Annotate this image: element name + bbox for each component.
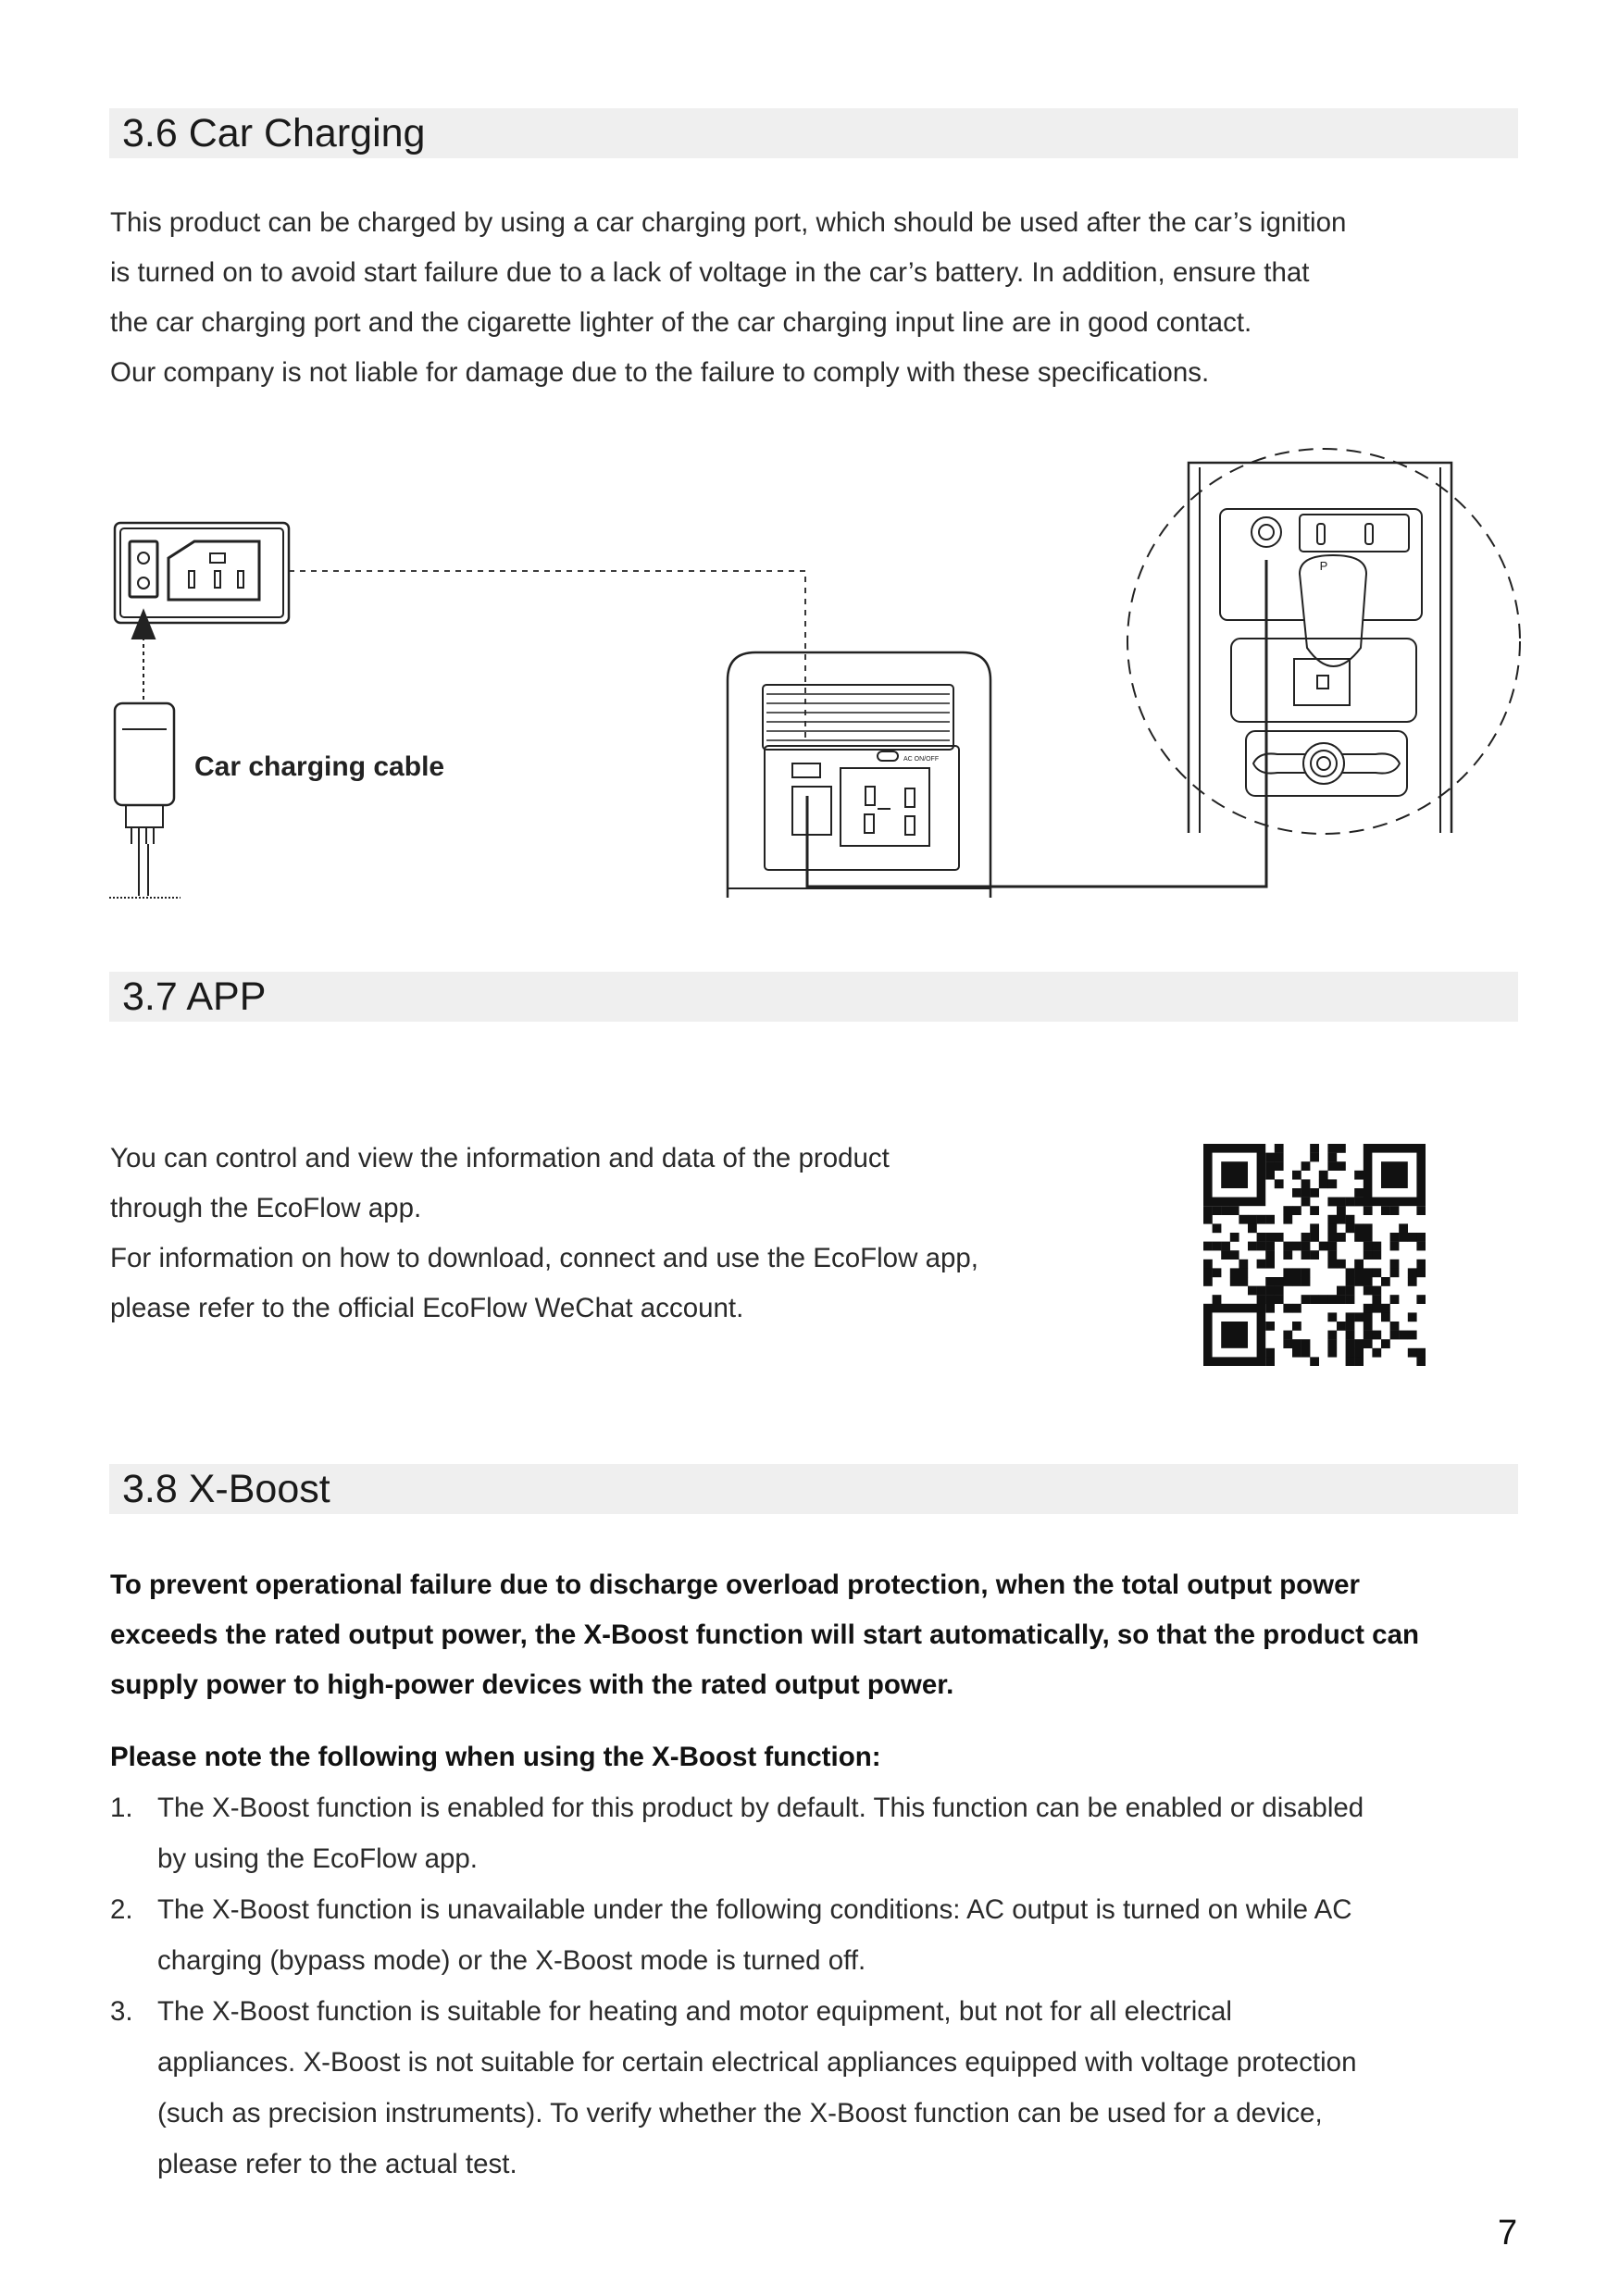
paragraph-line: To prevent operational failure due to discharge overload protection, when the total output power	[110, 1570, 1361, 1600]
list-number: 2.	[110, 1894, 133, 1925]
note-heading-text: Please note the following when using the X-Boost function:	[110, 1742, 881, 1772]
paragraph-line: This product can be charged by using a car charging port, which should be used after the car’s ignition	[110, 207, 1347, 238]
list-item	[110, 1986, 1526, 2190]
section-header-app	[109, 972, 1518, 1022]
list-item	[110, 1782, 1526, 1884]
car-charging-diagram	[0, 435, 1619, 916]
section-title: 3.7 APP	[122, 974, 267, 1019]
paragraph-line: exceeds the rated output power, the X-Boost function will start automatically, so that the product can	[110, 1620, 1419, 1650]
section-header-car-charging	[109, 108, 1518, 158]
power-station-icon	[728, 652, 990, 898]
car-charging-cable-icon	[109, 703, 181, 898]
page-number: 7	[1498, 2214, 1518, 2253]
list-number: 3.	[110, 1996, 133, 2027]
qr-code-icon	[1203, 1144, 1426, 1366]
paragraph-line: the car charging port and the cigarette lighter of the car charging input line are in good contact.	[110, 307, 1252, 338]
list-line: charging (bypass mode) or the X-Boost mode is turned off.	[157, 1945, 866, 1976]
paragraph-line: supply power to high-power devices with the rated output power.	[110, 1669, 954, 1700]
section-title: 3.6 Car Charging	[122, 111, 426, 155]
ac-switch-label: AC ON/OFF	[903, 756, 940, 763]
car-charging-cable-label: Car charging cable	[194, 751, 445, 782]
list-line: appliances. X-Boost is not suitable for certain electrical appliances equipped with voltage protection	[157, 2047, 1357, 2078]
list-line: The X-Boost function is enabled for this product by default. This function can be enabled or disabled	[157, 1793, 1364, 1823]
list-line: by using the EcoFlow app.	[157, 1843, 479, 1874]
x-boost-note-heading	[110, 1732, 881, 1782]
app-paragraph	[110, 1134, 978, 1334]
input-port-icon	[115, 523, 289, 623]
gear-label: P	[1319, 559, 1328, 573]
paragraph-line: is turned on to avoid start failure due to a lack of voltage in the car’s battery. In addition, ensure that	[110, 257, 1310, 288]
paragraph-line: Our company is not liable for damage due to the failure to comply with these specifications.	[110, 357, 1210, 388]
x-boost-intro	[110, 1560, 1419, 1710]
car-charging-paragraph	[110, 198, 1346, 398]
paragraph-line: through the EcoFlow app.	[110, 1193, 422, 1223]
list-line: The X-Boost function is suitable for heating and motor equipment, but not for all electrical	[157, 1996, 1232, 2027]
paragraph-line: You can control and view the information and data of the product	[110, 1143, 890, 1173]
list-line: please refer to the actual test.	[157, 2149, 517, 2179]
section-title: 3.8 X-Boost	[122, 1467, 330, 1511]
x-boost-notes-list	[110, 1782, 1526, 2190]
paragraph-line: For information on how to download, connect and use the EcoFlow app,	[110, 1243, 979, 1273]
list-number: 1.	[110, 1793, 133, 1823]
paragraph-line: please refer to the official EcoFlow WeChat account.	[110, 1293, 744, 1323]
car-console-icon	[1189, 463, 1451, 833]
list-item	[110, 1884, 1526, 1986]
list-line: The X-Boost function is unavailable under the following conditions: AC output is turned on while AC	[157, 1894, 1352, 1925]
list-line: (such as precision instruments). To verify whether the X-Boost function can be used for a device,	[157, 2098, 1323, 2128]
section-header-x-boost	[109, 1464, 1518, 1514]
